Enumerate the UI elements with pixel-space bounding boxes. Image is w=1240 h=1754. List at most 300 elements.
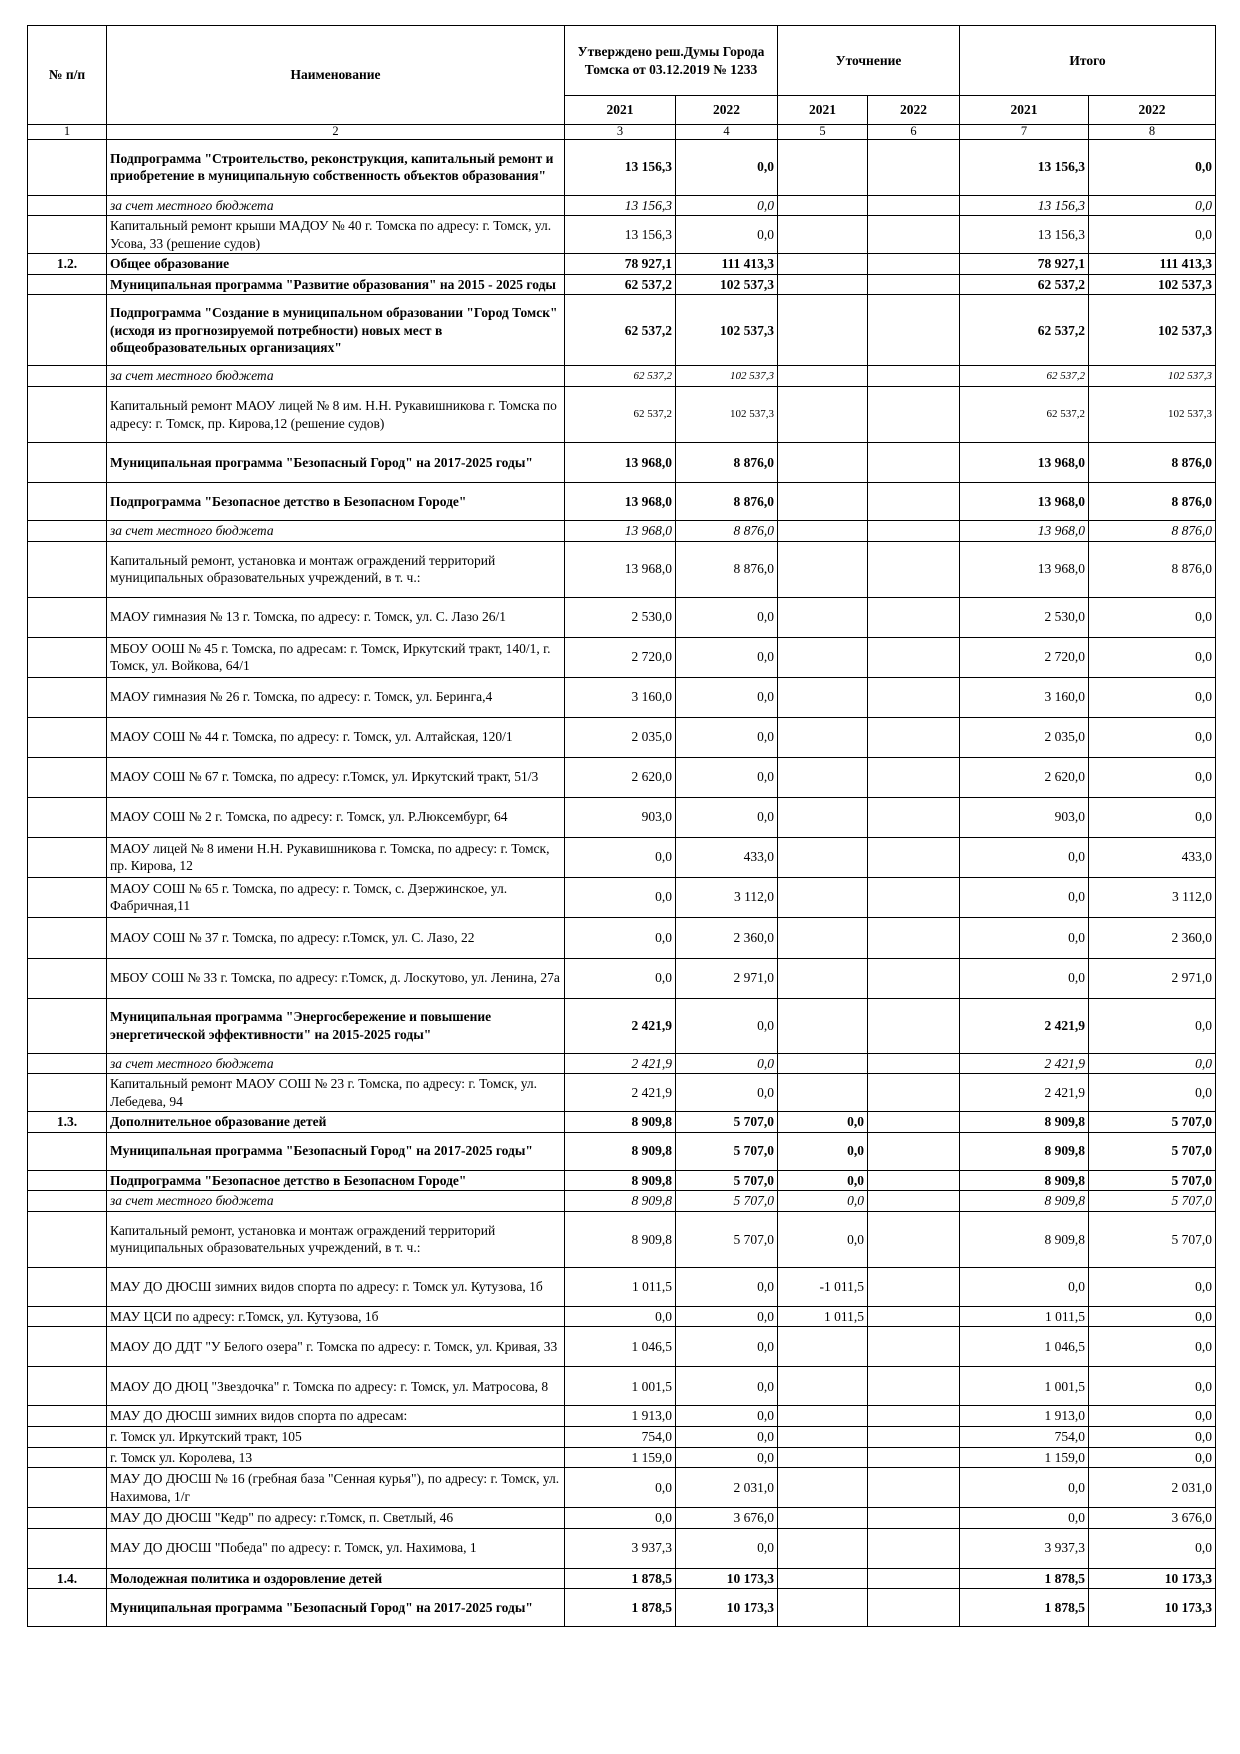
total-2022-value: 0,0 — [1089, 1074, 1216, 1112]
table-row — [28, 1306, 1216, 1327]
clarification-2022-value — [868, 387, 960, 443]
approved-2022-value: 0,0 — [676, 139, 778, 195]
row-name: МАОУ СОШ № 65 г. Томска, по адресу: г. Томск, с. Дзержинское, ул. Фабричная,11 — [107, 877, 565, 917]
table-row — [28, 1132, 1216, 1170]
clarification-2022-value — [868, 1191, 960, 1212]
approved-2021-value: 13 156,3 — [565, 216, 676, 254]
total-2022-value: 0,0 — [1089, 195, 1216, 216]
total-2021-value: 0,0 — [960, 958, 1089, 998]
row-name: Капитальный ремонт крыши МАДОУ № 40 г. Томска по адресу: г. Томск, ул. Усова, 33 (решение судов) — [107, 216, 565, 254]
approved-2022-value: 8 876,0 — [676, 521, 778, 542]
total-2022-value: 8 876,0 — [1089, 443, 1216, 483]
clarification-2021-value — [778, 1426, 868, 1447]
row-name: Подпрограмма "Создание в муниципальном образовании "Город Томск" (исходя из прогнозируемой потребности) новых мест в общеобразовательных организациях" — [107, 295, 565, 366]
header-year: 2021 — [778, 96, 868, 125]
table-row — [28, 797, 1216, 837]
clarification-2021-value — [778, 274, 868, 295]
clarification-2022-value — [868, 1170, 960, 1191]
total-2022-value: 102 537,3 — [1089, 366, 1216, 387]
clarification-2022-value — [868, 677, 960, 717]
row-name: Капитальный ремонт, установка и монтаж ограждений территорий муниципальных образовательных учреждений, в т. ч.: — [107, 541, 565, 597]
row-number — [28, 1306, 107, 1327]
clarification-2021-value — [778, 1508, 868, 1529]
approved-2022-value: 0,0 — [676, 597, 778, 637]
table-row — [28, 1267, 1216, 1306]
total-2021-value: 2 720,0 — [960, 637, 1089, 677]
clarification-2021-value: -1 011,5 — [778, 1267, 868, 1306]
row-name: Подпрограмма "Безопасное детство в Безопасном Городе" — [107, 483, 565, 521]
clarification-2022-value — [868, 274, 960, 295]
total-2022-value: 8 876,0 — [1089, 541, 1216, 597]
total-2021-value: 8 909,8 — [960, 1211, 1089, 1267]
clarification-2021-value — [778, 958, 868, 998]
total-2022-value: 0,0 — [1089, 1447, 1216, 1468]
table-row — [28, 1074, 1216, 1112]
table-row — [28, 1508, 1216, 1529]
row-number — [28, 387, 107, 443]
clarification-2022-value — [868, 1306, 960, 1327]
total-2022-value: 0,0 — [1089, 597, 1216, 637]
approved-2021-value: 1 913,0 — [565, 1406, 676, 1427]
clarification-2021-value — [778, 1589, 868, 1627]
approved-2022-value: 2 360,0 — [676, 917, 778, 958]
row-number — [28, 998, 107, 1053]
approved-2021-value: 1 046,5 — [565, 1327, 676, 1367]
table-row — [28, 295, 1216, 366]
clarification-2022-value — [868, 541, 960, 597]
row-name: МАОУ СОШ № 37 г. Томска, по адресу: г.Томск, ул. С. Лазо, 22 — [107, 917, 565, 958]
approved-2022-value: 10 173,3 — [676, 1568, 778, 1589]
total-2021-value: 1 046,5 — [960, 1327, 1089, 1367]
row-number — [28, 1191, 107, 1212]
clarification-2022-value — [868, 443, 960, 483]
approved-2021-value: 0,0 — [565, 1508, 676, 1529]
row-number — [28, 1211, 107, 1267]
header-year: 2022 — [1089, 96, 1216, 125]
row-name: Общее образование — [107, 254, 565, 275]
approved-2022-value: 2 031,0 — [676, 1468, 778, 1508]
approved-2021-value: 0,0 — [565, 837, 676, 877]
approved-2022-value: 0,0 — [676, 1528, 778, 1568]
total-2021-value: 0,0 — [960, 1267, 1089, 1306]
clarification-2022-value — [868, 717, 960, 757]
approved-2021-value: 2 620,0 — [565, 757, 676, 797]
header-year: 2021 — [960, 96, 1089, 125]
approved-2022-value: 0,0 — [676, 797, 778, 837]
total-2021-value: 1 159,0 — [960, 1447, 1089, 1468]
row-number — [28, 541, 107, 597]
clarification-2022-value — [868, 483, 960, 521]
total-2022-value: 111 413,3 — [1089, 254, 1216, 275]
clarification-2021-value — [778, 597, 868, 637]
approved-2021-value: 2 421,9 — [565, 1074, 676, 1112]
header-approved: Утверждено реш.Думы Города Томска от 03.12.2019 № 1233 — [565, 26, 778, 96]
total-2022-value: 5 707,0 — [1089, 1170, 1216, 1191]
total-2022-value: 2 360,0 — [1089, 917, 1216, 958]
total-2021-value: 0,0 — [960, 877, 1089, 917]
clarification-2021-value: 0,0 — [778, 1211, 868, 1267]
approved-2021-value: 2 720,0 — [565, 637, 676, 677]
total-2021-value: 1 011,5 — [960, 1306, 1089, 1327]
header-total: Итого — [960, 26, 1216, 96]
row-name: МАОУ СОШ № 44 г. Томска, по адресу: г. Томск, ул. Алтайская, 120/1 — [107, 717, 565, 757]
row-name: Капитальный ремонт МАОУ СОШ № 23 г. Томска, по адресу: г. Томск, ул. Лебедева, 94 — [107, 1074, 565, 1112]
total-2022-value: 0,0 — [1089, 1367, 1216, 1406]
approved-2021-value: 0,0 — [565, 1468, 676, 1508]
total-2021-value: 13 968,0 — [960, 541, 1089, 597]
approved-2021-value: 1 011,5 — [565, 1267, 676, 1306]
approved-2022-value: 102 537,3 — [676, 274, 778, 295]
clarification-2022-value — [868, 1406, 960, 1427]
total-2021-value: 0,0 — [960, 1508, 1089, 1529]
table-row — [28, 541, 1216, 597]
table-body — [28, 139, 1216, 1626]
row-number — [28, 521, 107, 542]
clarification-2022-value — [868, 295, 960, 366]
row-name: Муниципальная программа "Развитие образования" на 2015 - 2025 годы — [107, 274, 565, 295]
clarification-2021-value: 1 011,5 — [778, 1306, 868, 1327]
column-index: 3 — [565, 125, 676, 140]
row-name: МАУ ДО ДЮСШ зимних видов спорта по адресам: — [107, 1406, 565, 1427]
clarification-2021-value — [778, 1447, 868, 1468]
approved-2021-value: 3 937,3 — [565, 1528, 676, 1568]
row-name: за счет местного бюджета — [107, 195, 565, 216]
row-name: Муниципальная программа "Безопасный Город" на 2017-2025 годы" — [107, 1132, 565, 1170]
row-number — [28, 797, 107, 837]
clarification-2022-value — [868, 216, 960, 254]
approved-2021-value: 13 968,0 — [565, 541, 676, 597]
row-name: Муниципальная программа "Энергосбережение и повышение энергетической эффективности" на 2015-2025 годы" — [107, 998, 565, 1053]
approved-2021-value: 13 156,3 — [565, 139, 676, 195]
approved-2021-value: 78 927,1 — [565, 254, 676, 275]
approved-2022-value: 102 537,3 — [676, 295, 778, 366]
row-name: МАУ ЦСИ по адресу: г.Томск, ул. Кутузова, 1б — [107, 1306, 565, 1327]
clarification-2021-value — [778, 443, 868, 483]
row-name: за счет местного бюджета — [107, 1191, 565, 1212]
clarification-2021-value — [778, 717, 868, 757]
clarification-2021-value — [778, 998, 868, 1053]
column-index: 5 — [778, 125, 868, 140]
clarification-2021-value — [778, 1327, 868, 1367]
clarification-2021-value — [778, 677, 868, 717]
table-row — [28, 1053, 1216, 1074]
clarification-2022-value — [868, 1367, 960, 1406]
table-row — [28, 387, 1216, 443]
clarification-2021-value — [778, 483, 868, 521]
approved-2021-value: 13 156,3 — [565, 195, 676, 216]
approved-2021-value: 2 421,9 — [565, 1053, 676, 1074]
total-2021-value: 903,0 — [960, 797, 1089, 837]
approved-2021-value: 2 035,0 — [565, 717, 676, 757]
clarification-2022-value — [868, 1589, 960, 1627]
clarification-2022-value — [868, 139, 960, 195]
total-2021-value: 2 421,9 — [960, 998, 1089, 1053]
total-2021-value: 0,0 — [960, 837, 1089, 877]
row-number — [28, 274, 107, 295]
table-row — [28, 1327, 1216, 1367]
header-name: Наименование — [107, 26, 565, 125]
budget-sheet — [27, 25, 1215, 1627]
table-row — [28, 366, 1216, 387]
row-name: Подпрограмма "Безопасное детство в Безопасном Городе" — [107, 1170, 565, 1191]
approved-2022-value: 8 876,0 — [676, 541, 778, 597]
clarification-2021-value — [778, 637, 868, 677]
total-2022-value: 0,0 — [1089, 1406, 1216, 1427]
total-2022-value: 3 676,0 — [1089, 1508, 1216, 1529]
header-year: 2022 — [676, 96, 778, 125]
row-name: МАУ ДО ДЮСШ "Кедр" по адресу: г.Томск, п. Светлый, 46 — [107, 1508, 565, 1529]
approved-2022-value: 5 707,0 — [676, 1170, 778, 1191]
row-number — [28, 1267, 107, 1306]
approved-2022-value: 0,0 — [676, 1406, 778, 1427]
total-2022-value: 3 112,0 — [1089, 877, 1216, 917]
clarification-2021-value — [778, 757, 868, 797]
total-2022-value: 102 537,3 — [1089, 387, 1216, 443]
total-2021-value: 78 927,1 — [960, 254, 1089, 275]
table-row — [28, 677, 1216, 717]
approved-2021-value: 8 909,8 — [565, 1191, 676, 1212]
table-row — [28, 1406, 1216, 1427]
row-number: 1.2. — [28, 254, 107, 275]
row-number — [28, 195, 107, 216]
total-2022-value: 0,0 — [1089, 139, 1216, 195]
total-2022-value: 5 707,0 — [1089, 1112, 1216, 1133]
column-index: 6 — [868, 125, 960, 140]
table-row — [28, 254, 1216, 275]
total-2022-value: 0,0 — [1089, 677, 1216, 717]
column-index: 8 — [1089, 125, 1216, 140]
approved-2022-value: 0,0 — [676, 1367, 778, 1406]
total-2022-value: 0,0 — [1089, 1306, 1216, 1327]
row-name: МБОУ СОШ № 33 г. Томска, по адресу: г.Томск, д. Лоскутово, ул. Ленина, 27а — [107, 958, 565, 998]
approved-2022-value: 0,0 — [676, 757, 778, 797]
clarification-2022-value — [868, 1528, 960, 1568]
row-number — [28, 958, 107, 998]
total-2022-value: 0,0 — [1089, 797, 1216, 837]
clarification-2021-value: 0,0 — [778, 1191, 868, 1212]
row-number — [28, 1468, 107, 1508]
total-2022-value: 0,0 — [1089, 1327, 1216, 1367]
row-number — [28, 1170, 107, 1191]
total-2021-value: 62 537,2 — [960, 387, 1089, 443]
row-number — [28, 917, 107, 958]
clarification-2022-value — [868, 1211, 960, 1267]
total-2021-value: 754,0 — [960, 1426, 1089, 1447]
clarification-2021-value — [778, 1568, 868, 1589]
row-number — [28, 637, 107, 677]
approved-2022-value: 8 876,0 — [676, 483, 778, 521]
table-row — [28, 443, 1216, 483]
column-index: 2 — [107, 125, 565, 140]
row-name: МАУ ДО ДЮСШ № 16 (гребная база "Сенная курья"), по адресу: г. Томск, ул. Нахимова, 1/г — [107, 1468, 565, 1508]
header-number: № п/п — [28, 26, 107, 125]
total-2022-value: 0,0 — [1089, 1528, 1216, 1568]
total-2022-value: 0,0 — [1089, 637, 1216, 677]
approved-2022-value: 5 707,0 — [676, 1132, 778, 1170]
row-name: МАУ ДО ДЮСШ зимних видов спорта по адресу: г. Томск ул. Кутузова, 1б — [107, 1267, 565, 1306]
table-row — [28, 216, 1216, 254]
approved-2021-value: 62 537,2 — [565, 295, 676, 366]
row-number — [28, 1589, 107, 1627]
table-row — [28, 139, 1216, 195]
total-2022-value: 2 031,0 — [1089, 1468, 1216, 1508]
clarification-2022-value — [868, 757, 960, 797]
approved-2021-value: 13 968,0 — [565, 483, 676, 521]
clarification-2021-value — [778, 541, 868, 597]
total-2021-value: 13 968,0 — [960, 521, 1089, 542]
total-2021-value: 2 620,0 — [960, 757, 1089, 797]
total-2022-value: 0,0 — [1089, 998, 1216, 1053]
total-2021-value: 13 156,3 — [960, 216, 1089, 254]
approved-2022-value: 0,0 — [676, 998, 778, 1053]
approved-2022-value: 0,0 — [676, 1306, 778, 1327]
total-2021-value: 0,0 — [960, 917, 1089, 958]
clarification-2021-value — [778, 139, 868, 195]
row-number — [28, 139, 107, 195]
row-number — [28, 1508, 107, 1529]
clarification-2021-value — [778, 877, 868, 917]
clarification-2021-value — [778, 254, 868, 275]
table-row — [28, 998, 1216, 1053]
approved-2021-value: 903,0 — [565, 797, 676, 837]
total-2021-value: 8 909,8 — [960, 1191, 1089, 1212]
row-number — [28, 443, 107, 483]
row-name: МАОУ гимназия № 26 г. Томска, по адресу: г. Томск, ул. Беринга,4 — [107, 677, 565, 717]
total-2021-value: 0,0 — [960, 1468, 1089, 1508]
table-row — [28, 1426, 1216, 1447]
table-row — [28, 1568, 1216, 1589]
row-name: Подпрограмма "Строительство, реконструкция, капитальный ремонт и приобретение в муниципальную собственность объектов образования" — [107, 139, 565, 195]
column-index: 4 — [676, 125, 778, 140]
total-2022-value: 433,0 — [1089, 837, 1216, 877]
approved-2021-value: 13 968,0 — [565, 443, 676, 483]
table-row — [28, 1367, 1216, 1406]
clarification-2022-value — [868, 958, 960, 998]
row-name: МАОУ ДО ДДТ "У Белого озера" г. Томска по адресу: г. Томск, ул. Кривая, 33 — [107, 1327, 565, 1367]
approved-2021-value: 2 530,0 — [565, 597, 676, 637]
clarification-2022-value — [868, 998, 960, 1053]
row-number — [28, 597, 107, 637]
clarification-2021-value: 0,0 — [778, 1170, 868, 1191]
header-year: 2022 — [868, 96, 960, 125]
row-name: г. Томск ул. Иркутский тракт, 105 — [107, 1426, 565, 1447]
clarification-2022-value — [868, 366, 960, 387]
row-name: Муниципальная программа "Безопасный Город" на 2017-2025 годы" — [107, 1589, 565, 1627]
clarification-2021-value — [778, 295, 868, 366]
row-name: Дополнительное образование детей — [107, 1112, 565, 1133]
total-2021-value: 1 878,5 — [960, 1589, 1089, 1627]
clarification-2021-value — [778, 1528, 868, 1568]
total-2022-value: 0,0 — [1089, 1267, 1216, 1306]
approved-2022-value: 2 971,0 — [676, 958, 778, 998]
row-name: Молодежная политика и оздоровление детей — [107, 1568, 565, 1589]
approved-2021-value: 2 421,9 — [565, 998, 676, 1053]
table-row — [28, 597, 1216, 637]
approved-2022-value: 102 537,3 — [676, 366, 778, 387]
table-row — [28, 1589, 1216, 1627]
approved-2021-value: 1 878,5 — [565, 1568, 676, 1589]
approved-2021-value: 754,0 — [565, 1426, 676, 1447]
approved-2021-value: 1 159,0 — [565, 1447, 676, 1468]
column-index: 1 — [28, 125, 107, 140]
table-row — [28, 1112, 1216, 1133]
total-2022-value: 102 537,3 — [1089, 274, 1216, 295]
row-number: 1.4. — [28, 1568, 107, 1589]
total-2021-value: 1 001,5 — [960, 1367, 1089, 1406]
approved-2022-value: 0,0 — [676, 1447, 778, 1468]
approved-2021-value: 13 968,0 — [565, 521, 676, 542]
clarification-2022-value — [868, 254, 960, 275]
approved-2021-value: 62 537,2 — [565, 274, 676, 295]
row-number — [28, 1528, 107, 1568]
header-year: 2021 — [565, 96, 676, 125]
clarification-2022-value — [868, 1508, 960, 1529]
row-number — [28, 1132, 107, 1170]
clarification-2021-value — [778, 1468, 868, 1508]
clarification-2022-value — [868, 597, 960, 637]
clarification-2022-value — [868, 837, 960, 877]
row-number — [28, 1327, 107, 1367]
approved-2021-value: 1 878,5 — [565, 1589, 676, 1627]
total-2022-value: 5 707,0 — [1089, 1191, 1216, 1212]
total-2021-value: 13 156,3 — [960, 139, 1089, 195]
row-number — [28, 1053, 107, 1074]
table-row — [28, 1191, 1216, 1212]
total-2021-value: 8 909,8 — [960, 1170, 1089, 1191]
row-number — [28, 1074, 107, 1112]
approved-2022-value: 3 676,0 — [676, 1508, 778, 1529]
total-2022-value: 0,0 — [1089, 717, 1216, 757]
approved-2022-value: 5 707,0 — [676, 1191, 778, 1212]
table-row — [28, 917, 1216, 958]
row-number — [28, 295, 107, 366]
clarification-2022-value — [868, 195, 960, 216]
approved-2022-value: 3 112,0 — [676, 877, 778, 917]
clarification-2021-value — [778, 797, 868, 837]
clarification-2022-value — [868, 797, 960, 837]
total-2021-value: 62 537,2 — [960, 274, 1089, 295]
clarification-2021-value — [778, 195, 868, 216]
total-2021-value: 13 156,3 — [960, 195, 1089, 216]
approved-2022-value: 0,0 — [676, 1327, 778, 1367]
total-2022-value: 8 876,0 — [1089, 521, 1216, 542]
clarification-2022-value — [868, 1447, 960, 1468]
row-number — [28, 1426, 107, 1447]
approved-2022-value: 0,0 — [676, 195, 778, 216]
clarification-2022-value — [868, 1267, 960, 1306]
approved-2022-value: 5 707,0 — [676, 1112, 778, 1133]
header-row — [28, 26, 1216, 96]
row-name: МАОУ СОШ № 2 г. Томска, по адресу: г. Томск, ул. Р.Люксембург, 64 — [107, 797, 565, 837]
row-number — [28, 677, 107, 717]
table-row — [28, 958, 1216, 998]
clarification-2021-value — [778, 521, 868, 542]
row-number — [28, 877, 107, 917]
approved-2022-value: 111 413,3 — [676, 254, 778, 275]
total-2022-value: 0,0 — [1089, 1426, 1216, 1447]
table-row — [28, 637, 1216, 677]
approved-2022-value: 0,0 — [676, 677, 778, 717]
clarification-2021-value — [778, 837, 868, 877]
total-2021-value: 3 160,0 — [960, 677, 1089, 717]
row-name: за счет местного бюджета — [107, 1053, 565, 1074]
table-row — [28, 1468, 1216, 1508]
approved-2022-value: 0,0 — [676, 1267, 778, 1306]
table-row — [28, 1170, 1216, 1191]
approved-2021-value: 0,0 — [565, 958, 676, 998]
total-2021-value: 62 537,2 — [960, 366, 1089, 387]
table-row — [28, 717, 1216, 757]
